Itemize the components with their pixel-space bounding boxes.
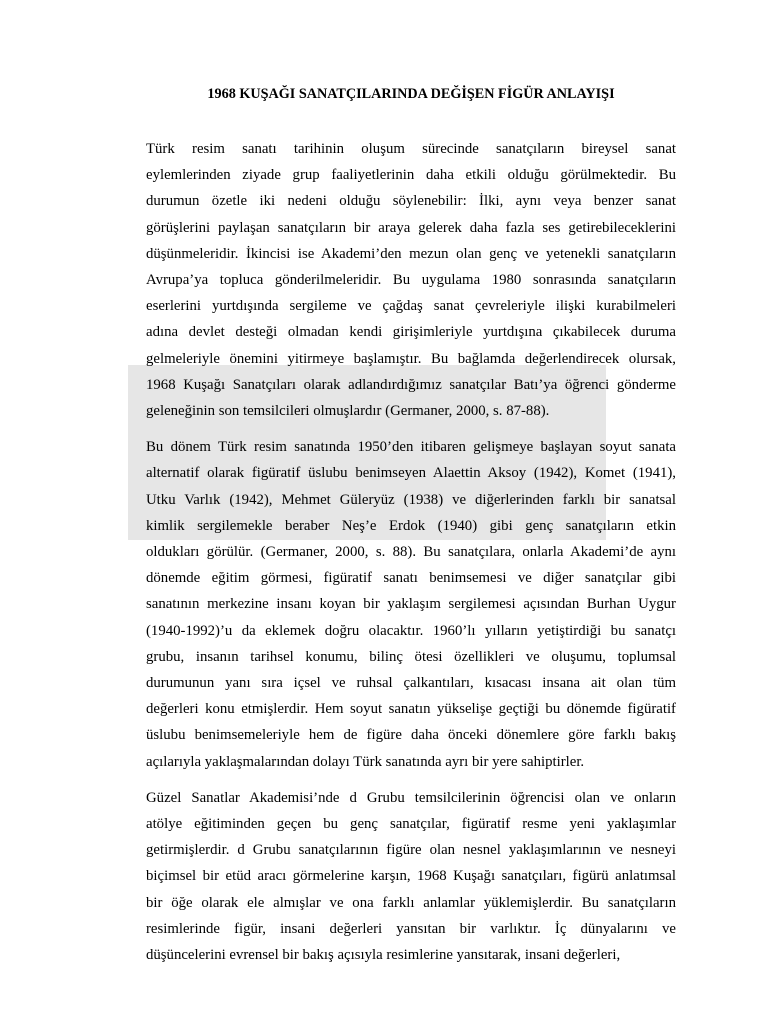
text-line: oldukları görülür. (Germaner, 2000, s. 88). Bu sanatçılara, onlarla Akademi’de aynı: [146, 544, 676, 561]
document-title: 1968 KUŞAĞI SANATÇILARINDA DEĞİŞEN FİGÜR ANLAYIŞI: [207, 86, 615, 102]
text-line: Güzel Sanatlar Akademisi’nde d Grubu temsilcilerinin öğrencisi olan ve onların: [146, 789, 676, 806]
text-line: atölye eğitiminden geçen bu genç sanatçılar, figüratif resme yeni yaklaşımlar: [146, 816, 676, 833]
text-line: açılarıyla yaklaşmalarından dolayı Türk sanatında ayrı bir yere sahiptirler.: [146, 753, 585, 770]
text-line: 1968 Kuşağı Sanatçıları olarak adlandırdığımız sanatçılar Batı’ya öğrenci gönderme: [146, 376, 676, 393]
text-line: sanatının merkezine insanı koyan bir yaklaşım sergilemesi açısından Burhan Uygur: [146, 596, 676, 613]
text-line: grubu, insanın tarihsel konumu, bilinç ötesi özellikleri ve oluşumu, toplumsal: [146, 648, 676, 665]
text-line: düşüncelerini evrensel bir bakış açısıyla resimlerine yansıtarak, insani değerleri,: [146, 947, 621, 964]
text-line: eylemlerinden ziyade grup faaliyetlerinin daha etkili olduğu görülmektedir. Bu: [146, 167, 676, 184]
text-line: Utku Varlık (1942), Mehmet Güleryüz (1938) ve diğerlerinden farklı bir sanatsal: [146, 491, 676, 508]
text-line: adına devlet desteği olmadan kendi girişimleriyle yurtdışına çıkabilecek duruma: [146, 324, 676, 341]
text-line: Bu dönem Türk resim sanatında 1950’den itibaren gelişmeye başlayan soyut sanata: [146, 439, 676, 456]
text-line: bir öğe olarak ele almışlar ve ona farklı anlamlar yüklemişlerdir. Bu sanatçıların: [146, 894, 676, 911]
text-line: değerleri konu etmişlerdir. Hem soyut sanatın yükselişe geçtiği bu dönemde figüratif: [146, 701, 676, 718]
text-line: durumunun yanı sıra içsel ve ruhsal çalkantıları, kısacası insana ait olan tüm: [146, 675, 676, 692]
text-line: düşünmeleridir. İkincisi ise Akademi’den mezun olan genç ve yetenekli sanatçıların: [146, 245, 676, 262]
text-line: (1940-1992)’u da eklemek doğru olacaktır. 1960’lı yılların yetiştirdiği bu sanatçı: [146, 622, 676, 639]
text-line: kimlik sergilemekle beraber Neş’e Erdok (1940) gibi genç sanatçıların etkin: [146, 517, 676, 534]
document-body: [146, 136, 676, 968]
paragraph-3: [146, 785, 676, 968]
text-line: Avrupa’ya topluca gönderilmeleridir. Bu uygulama 1980 sonrasında sanatçıların: [146, 272, 676, 289]
text-line: üslubu benimsemeleriyle hem de figüre daha önceki dönemlere göre farklı bakış: [146, 727, 676, 744]
text-line: resimlerinde figür, insani değerleri yansıtan bir varlıktır. İç dünyalarını ve: [146, 920, 676, 937]
text-line: gelmeleriyle önemini yitirmeye başlamıştır. Bu bağlamda değerlendirecek olursak,: [146, 350, 676, 367]
text-line: geleneğinin son temsilcileri olmuşlardır (Germaner, 2000, s. 87-88).: [146, 403, 550, 420]
text-line: eserlerini yurtdışında sergileme ve çağdaş sanat çevreleriyle ilişki kurabilmeleri: [146, 298, 676, 315]
paragraph-2: [146, 434, 676, 775]
text-line: görüşlerini paylaşan sanatçıların bir araya gelerek daha fazla ses getirebileceklerini: [146, 219, 676, 236]
text-line: dönemde eğitim görmesi, figüratif sanatı benimsemesi ve diğer sanatçılar gibi: [146, 570, 676, 587]
text-line: Türk resim sanatı tarihinin oluşum sürecinde sanatçıların bireysel sanat: [146, 141, 676, 157]
text-line: getirmişlerdir. d Grubu sanatçılarının figüre olan nesnel yaklaşımlarının ve nesneyi: [146, 842, 676, 859]
text-line: biçimsel bir etüd aracı görmelerine karşın, 1968 Kuşağı sanatçıları, figürü anlatımsal: [146, 868, 676, 885]
text-line: durumun özetle iki nedeni olduğu söylenebilir: İlki, aynı veya benzer sanat: [146, 193, 676, 210]
paragraph-1: [146, 136, 676, 424]
text-line: alternatif olarak figüratif üslubu benimseyen Alaettin Aksoy (1942), Komet (1941),: [146, 465, 676, 482]
